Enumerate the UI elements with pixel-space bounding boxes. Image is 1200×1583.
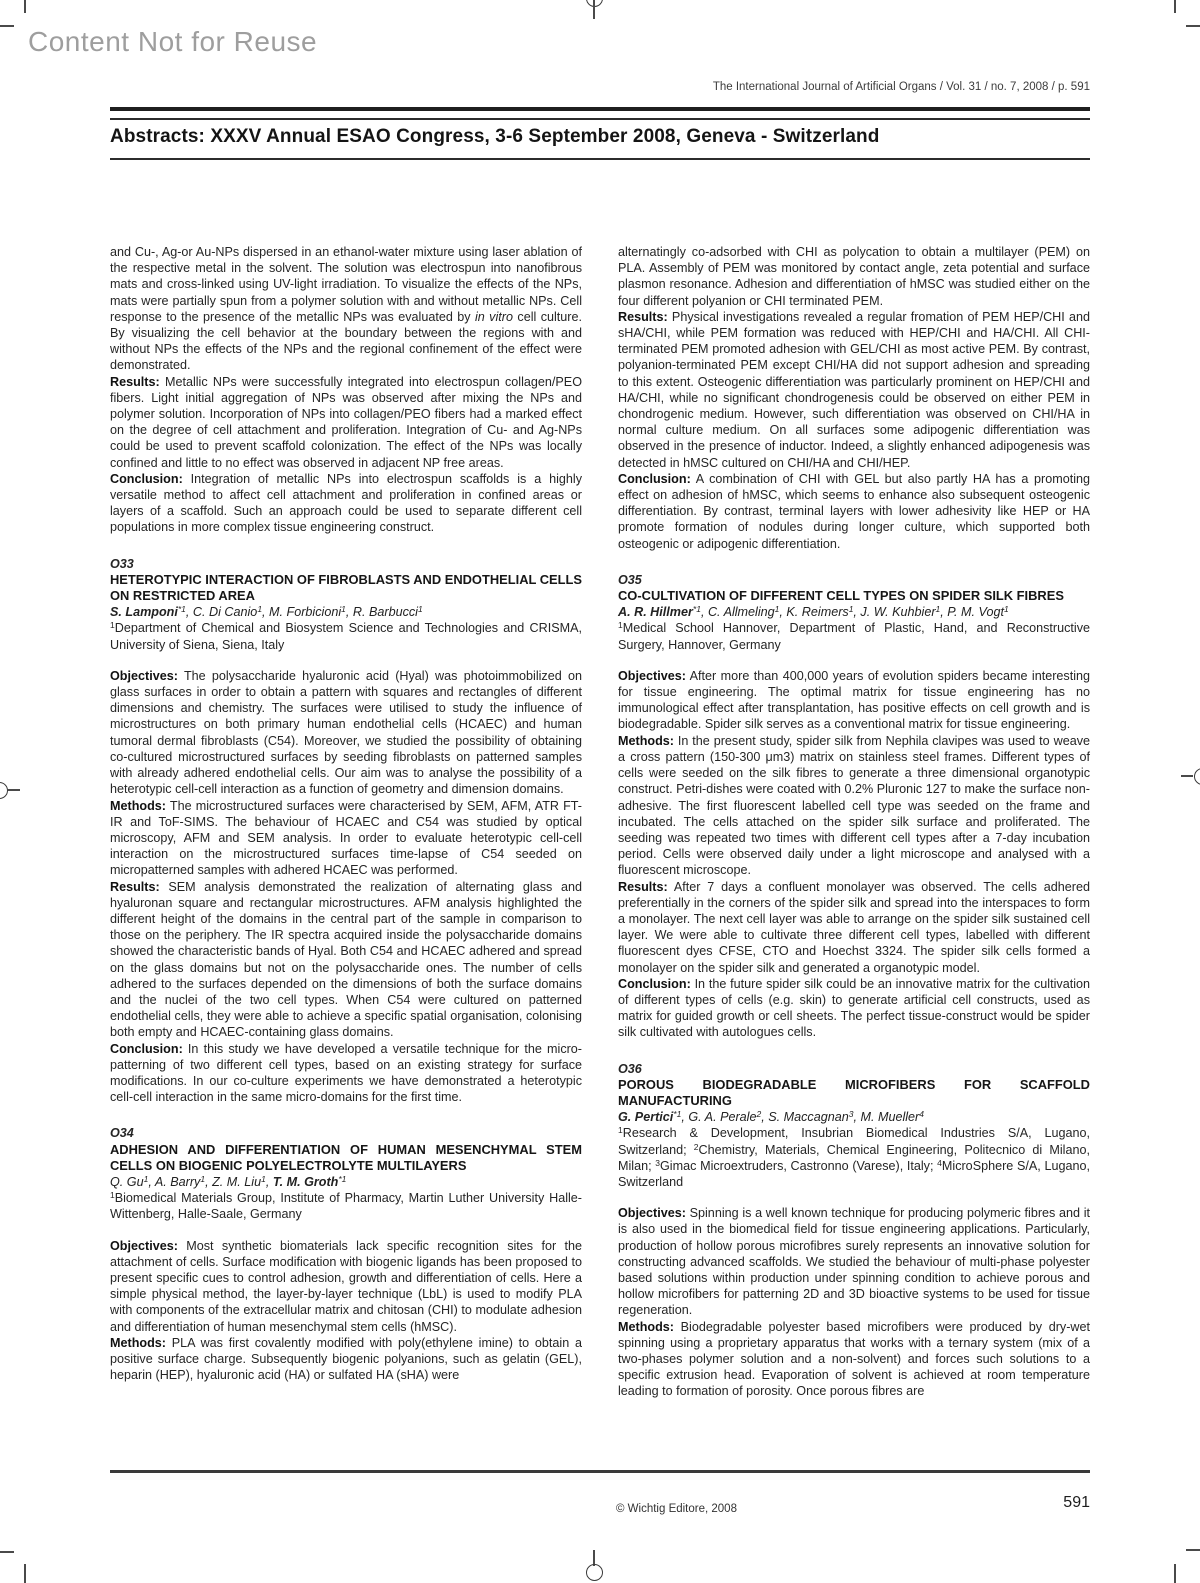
paragraph: Conclusion: A combination of CHI with GEL but also partly HA has a promoting effect on adhesion of hMSC, which seems to enhance also subsequent osteogenic differentiation. By contrast, terminal layers with lower adhesivity like HEP or HA promote formation of nodules during longer culture, which supported both osteogenic or adipogenic differentiation. [618,471,1090,551]
abstract-continuation [618,244,1090,552]
paragraph: Results: After 7 days a confluent monolayer was observed. The cells adhered preferentially in the corners of the spider silk and spread into the interspaces to form a monolayer. The next cell layer was able to arrange on the spider silk sustained cell layer. We were able to cultivate three different cell types, labelled with different fluorescent dyes CFSE, CTO and Hoechst 3324. The spider silk cells formed a monolayer on the spider silk and generated a organotypic model. [618,879,1090,975]
paragraph: Objectives: Spinning is a well known technique for producing polymeric fibres and it is also used in the biomedical field for tissue engineering applications. Particularly, production of hollow porous microfibres surely represents an innovative solution for constructing advanced scaffolds. We studied the behaviour of multi-phase polyester based solutions within production under spinning condition to achieve porous and hollow microfibers for patterning 2D and 3D bioactive systems to be used for tissue regeneration. [618,1206,1091,1318]
paragraph: Results: Metallic NPs were successfully integrated into electrospun collagen/PEO fibers. Light initial aggregation of NPs was observed after mixing the NPs and polymer solution. Incorporation of NPs into collagen/PEO fibers had a marked effect on the degree of cell attachment and proliferation. Integration of Cu- and Ag-NPs could be used to prevent scaffold colonization. The effect of the NPs was locally confined and little to no effect was observed in adjacent NP free areas. [110,374,583,470]
abstract-o33 [110,556,582,1106]
paragraph: Objectives: The polysaccharide hyaluronic acid (Hyal) was photoimmobilized on glass surfaces in order to obtain a pattern with squares and rectangles of different dimensions and chemistry. The surfaces were utilised to study the influence of microstructures on both primary human endothelial cells (HCAEC) and human tumoral dermal fibroblasts (C54). Moreover, we studied the possibility of obtaining co-cultured microstructured surfaces by seeding fibroblasts on patterned samples with already adhered endothelial cells. Our aim was to analyse the possibility of a heterotypic cell-cell interaction as a function of geometry and dimension domains. [110,668,582,797]
registration-mark-right-middle-circle [1194,768,1200,785]
abstract-affiliations: $^1$Medical School Hannover, Department of Plastic, Hand, and Reconstructive Surgery, Hannover, Germany [618,620,1090,652]
author-name: Q. Gu [110,1174,144,1189]
left-column [110,244,582,1400]
crop-mark-top-right-horizontal [1186,25,1200,27]
author-name: A. Barry [154,1174,201,1189]
author-name: P. M. Vogt [947,605,1004,620]
paragraph: and Cu-, Ag-or Au-NPs dispersed in an ethanol-water mixture using laser ablation of the respective metal in the solvent. The solution was electrospun into nanofibrous mats and cross-linked using UV-light irradiation. To visualize the effects of the NPs, mats were partially spun from a polymer solution with and without metallic NPs. Cell response to the presence of the metallic NPs was evaluated by in vitro cell culture. By visualizing the cell behavior at the boundary between the regions with and without NPs the effects of the NPs and the regional confinement of the effect were demonstrated. [110,245,583,373]
abstract-body [618,244,1090,552]
paragraph-label: Results: [110,374,160,389]
author-name: G. Pertici [618,1110,674,1125]
copyright-line: © Wichtig Editore, 2008 [616,1503,737,1515]
crop-mark-top-left-vertical [24,0,26,13]
paragraph-label: Objectives: [110,668,178,683]
abstract-affiliations: $^1$Biomedical Materials Group, Institute of Pharmacy, Martin Luther University Halle-Wittenberg, Halle-Saale, Germany [110,1190,582,1222]
paragraph-label: Results: [110,879,160,894]
author-name: Z. M. Liu [212,1174,262,1189]
paragraph-label: Objectives: [110,1238,178,1253]
abstract-title: ADHESION AND DIFFERENTIATION OF HUMAN MESENCHYMAL STEM CELLS ON BIOGENIC POLYELECTROLYTE MULTILAYERS [110,1141,582,1173]
registration-mark-left-middle-stem [8,789,20,791]
paragraph: Methods: Biodegradable polyester based microfibers were produced by dry-wet spinning using a proprietary apparatus that works with a ternary system (mix of a two-phases polymer solution and a non-solvent) and forces such solutions to a specific extrusion head. Evaporation of solvent is achieved at room temperature leading to formation of porosity. Once porous fibres are [618,1319,1090,1399]
author-name: C. Allmeling [707,605,775,620]
abstract-id: O33 [110,556,134,571]
author-name: S. Lamponi [110,605,178,620]
author-name: R. Barbucci [352,605,418,620]
abstract-body [110,1238,582,1384]
crop-mark-bottom-right-horizontal [1186,1549,1200,1551]
abstract-authors: S. Lamponi$^{*1}$, C. Di Canio$^1$, M. Forbicioni$^1$, R. Barbucci$^1$ [110,604,423,620]
registration-mark-bottom-center-circle [586,1564,603,1581]
abstract-body [110,668,582,1105]
abstract-authors: G. Pertici$^{*1}$, G. A. Perale$^2$, S. Maccagnan$^3$, M. Mueller$^4$ [618,1109,924,1125]
paragraph: Methods: PLA was first covalently modified with poly(ethylene imine) to obtain a positive surface charge. Subsequently biogenic polyanions, such as gelatin (GEL), heparin (HEP), hyaluronic acid (HA) or sulfated HA (sHA) were [110,1335,582,1383]
page-number: 591 [1063,1494,1090,1511]
abstract-o36 [618,1061,1090,1400]
italic-phrase: in vitro [474,309,513,324]
right-column [618,244,1090,1400]
registration-mark-left-middle-circle [0,782,8,799]
paragraph-label: Results: [618,309,668,324]
paragraph-label: Results: [618,879,668,894]
abstract-affiliations: $^1$Research & Development, Insubrian Biomedical Industries S/A, Lugano, Switzerland; $^2$Chemistry, Materials, Chemical Engineering, Politecnico di Milano, Milan; $^3$Gimac Microextruders, Castronno (Varese), Italy; $^4$MicroSphere S/A, Lugano, Switzerland [618,1125,1090,1189]
paragraph-label: Methods: [618,1319,674,1334]
author-name: G. A. Perale [688,1110,757,1125]
author-name: K. Reimers [786,605,849,620]
abstract-authors: A. R. Hillmer$^{*1}$, C. Allmeling$^1$, K. Reimers$^1$, J. W. Kuhbier$^1$, P. M. Vogt$^1$ [618,604,1009,620]
paragraph: Conclusion: Integration of metallic NPs into electrospun scaffolds is a highly versatile method to affect cell attachment and proliferation in confined areas or layers of a scaffold. Such an approach could be used to separate different cell populations in more complex tissue engineering construct. [110,471,583,535]
crop-mark-top-left-horizontal [0,25,14,27]
paragraph: alternatingly co-adsorbed with CHI as polycation to obtain a multilayer (PEM) on PLA. Assembly of PEM was monitored by contact angle, zeta potential and surface plasmon resonance. Adhesion and differentiation of hMSC was studied either on the four different polyanion or CHI terminated PEM. [618,245,1090,308]
paragraph-label: Objectives: [618,1206,686,1221]
paragraph: Results: SEM analysis demonstrated the realization of alternating glass and hyaluronan square and rectangular microstructures. AFM analysis highlighted the different height of the domains in the central part of the sample in comparison to those on the periphery. The IR spectra acquired inside the polysaccharide domains showed the characteristic bands of Hyal. Both C54 and HCAEC adhered and spread on the glass domains but not on the polysaccharide ones. The number of cells adhered to the surfaces depended on the dimensions of both the surface domains and the nuclei of the two cell types. When C54 were cultured on patterned endothelial cells, they were able to achieve a specific spatial organisation, colonising both empty and HCAEC-containing glass domains. [110,879,582,1040]
paragraph: Objectives: After more than 400,000 years of evolution spiders became interesting for tissue engineering. The optimal matrix for tissue engineering has no immunological effect after transplantation, has positive effects on cell growth and is biodegradable. Spider silk serves as a conventional matrix for tissue engineering. [618,668,1090,732]
author-name: A. R. Hillmer [618,605,693,620]
paragraph-label: Conclusion: [618,976,691,991]
abstract-o35 [618,572,1090,1041]
abstract-authors: Q. Gu$^1$, A. Barry$^1$, Z. M. Liu$^1$, T. M. Groth$^{*1}$ [110,1173,347,1189]
abstract-body [110,244,582,536]
crop-mark-bottom-left-horizontal [0,1551,14,1553]
paragraph: Conclusion: In the future spider silk could be an innovative matrix for the cultivation of different types of cells (e.g. skin) to generate artificial cell constructs, used as matrix for guided growth or cell sheets. The perfect tissue-construct would be spider silk cultivated with autologues cells. [618,976,1091,1040]
header-rule-thin [110,118,1090,120]
abstract-id: O36 [618,1061,642,1076]
paragraph: Conclusion: In this study we have developed a versatile technique for the micro-patterning of two different cell types, based on an existing strategy for surface modifications. In our co-culture experiments we have demonstrated a heterotypic cell-cell interaction in the same micro-domains for the first time. [110,1041,583,1105]
abstract-o34 [110,1125,582,1383]
abstract-title: POROUS BIODEGRADABLE MICROFIBERS FOR SCAFFOLD MANUFACTURING [618,1076,1090,1108]
paragraph: Results: Physical investigations revealed a regular fromation of PEM HEP/CHI and sHA/CHI, while PEM formation was reduced with HEP/CHI and HA/CHI. All CHI-terminated PEM promoted adhesion with GEL/CHI as most active PEM. By contrast, polyanion-terminated PEM except CHI/HA did not support adhesion and spreading to this extent. Osteogenic differentiation was particularly prominent on HEP/CHI and HA/CHI, while no significant chondrogenesis could be observed on either PEM in chondrogenic medium. However, such differentiation was observed on CHI/HA in normal culture medium. On all surfaces some adipogenic differentiation was observed in the presence of inductor. Indeed, a slightly enhanced adipogenesis was detected in hMSC cultured on CHI/HA and CHI/HEP. [618,309,1091,470]
abstract-id: O34 [110,1126,134,1141]
paragraph: Methods: In the present study, spider silk from Nephila clavipes was used to weave a cross pattern (150-300 μm3) matrix on stainless steel frames. Different types of cells were seeded on the silk fibres to generate a three dimensional organotypic construct. Petri-dishes were coated with 0.2% Pluronic 127 to make the surface non-adhesive. The first fluorescent labelled cell type was seeded on the frame and incubated. The cells attached on the spider silk surface and proliferated. The seeding was repeated two times with different cell types after a 7-day incubation period. Cells were observed daily under a light microscope and analysed with a fluorescent microscope. [618,733,1091,878]
title-rule-bottom [110,158,1090,160]
paragraph-label: Conclusion: [618,471,691,486]
abstract-continuation [110,244,582,536]
paragraph: Methods: The microstructured surfaces were characterised by SEM, AFM, ATR FT-IR and ToF-SIMS. The behaviour of HCAEC and C54 was studied by optical microscopy, AFM and SEM analysis. In order to evaluate heterotypic cell-cell interaction on the microstructured surfaces time-lapse of C54 seeded on micropatterned samples with adhered HCAEC was performed. [110,798,582,878]
footer-rule [110,1470,1090,1473]
author-name: M. Mueller [860,1110,920,1125]
paragraph: Objectives: Most synthetic biomaterials lack specific recognition sites for the attachment of cells. Surface modification with biogenic ligands has been proposed to present specific cues to control adhesion, growth and differentiation of cells. Here a simple physical method, the layer-by-layer technique (LbL) is used to modify PLA with components of the extracellular matrix and chitosan (CHI) to modulate adhesion and differentiation of human mesenchymal stem cells (hMSC). [110,1238,583,1334]
page-title: Abstracts: XXXV Annual ESAO Congress, 3-6 September 2008, Geneva - Switzerland [110,126,880,147]
watermark: Content Not for Reuse [28,26,318,57]
abstract-body [618,668,1090,1041]
header-rule-thick [110,107,1090,111]
paragraph-label: Methods: [618,733,674,748]
abstract-body [618,1205,1090,1399]
author-name: J. W. Kuhbier [860,605,936,620]
registration-mark-right-middle-stem [1181,775,1193,777]
crop-mark-bottom-right-vertical [1174,1564,1176,1583]
author-name: M. Forbicioni [269,605,342,620]
crop-mark-bottom-left-vertical [24,1564,26,1583]
author-name: S. Maccagnan [768,1110,849,1125]
paragraph-label: Methods: [110,798,166,813]
crop-mark-top-right-vertical [1174,0,1176,13]
paragraph-label: Conclusion: [110,471,183,486]
registration-mark-top-center-stem [593,0,595,19]
abstract-id: O35 [618,572,642,587]
abstract-title: HETEROTYPIC INTERACTION OF FIBROBLASTS AND ENDOTHELIAL CELLS ON RESTRICTED AREA [110,571,582,604]
abstract-title: CO-CULTIVATION OF DIFFERENT CELL TYPES ON SPIDER SILK FIBRES [618,588,1064,604]
abstracts-columns [110,244,1090,1400]
author-name: T. M. Groth [272,1174,339,1189]
abstract-affiliations: $^1$Department of Chemical and Biosystem Science and Technologies and CRISMA, University of Siena, Siena, Italy [110,620,582,652]
paragraph-label: Conclusion: [110,1041,183,1056]
author-name: C. Di Canio [192,605,258,620]
paragraph-label: Methods: [110,1335,166,1350]
journal-header-line: The International Journal of Artificial Organs / Vol. 31 / no. 7, 2008 / p. 591 [712,81,1090,93]
paragraph-label: Objectives: [618,668,686,683]
